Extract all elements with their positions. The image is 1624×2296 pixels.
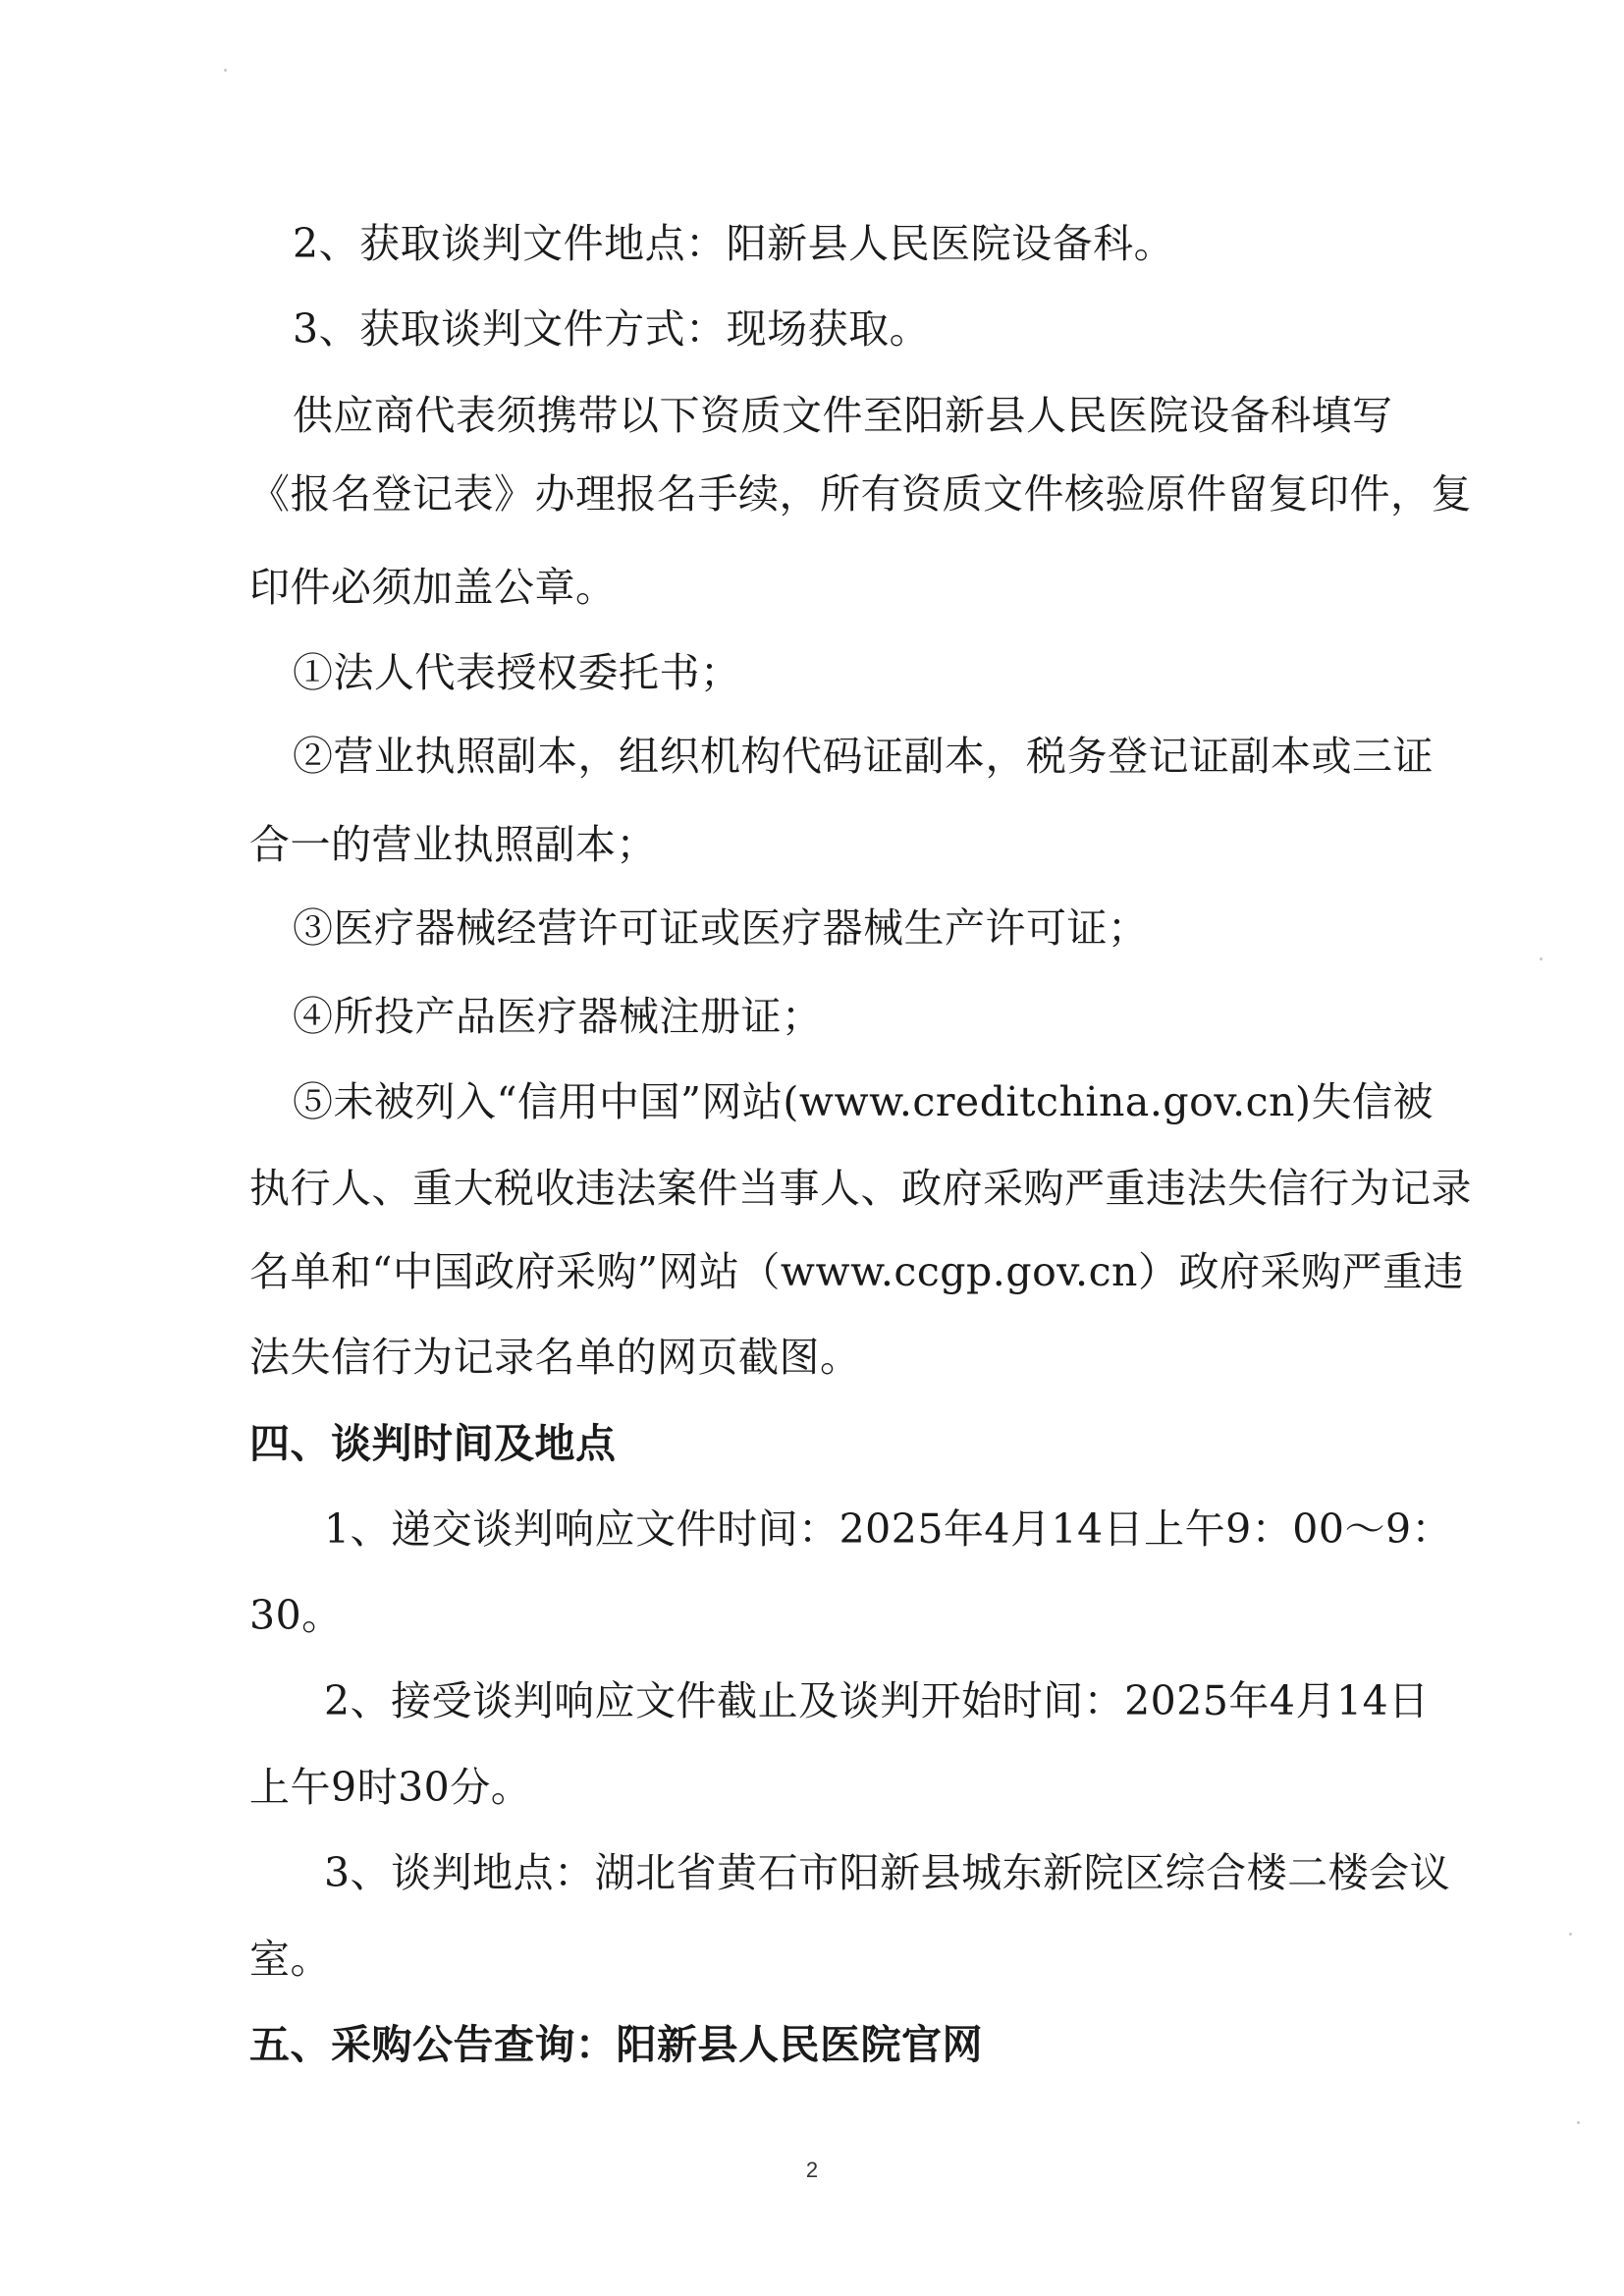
text-line-supplier-2: 《报名登记表》办理报名手续，所有资质文件核验原件留复印件，复 [249,470,1472,518]
scan-speck [1540,957,1543,960]
section-heading-negotiation-time: 四、谈判时间及地点 [249,1420,617,1467]
section-heading-announcement: 五、采购公告查询：阳新县人民医院官网 [249,2021,983,2068]
text-line-location: 2、获取谈判文件地点：阳新县人民医院设备科。 [293,220,1175,267]
scan-speck [1577,2121,1580,2124]
text-line-item-5a: ⑤未被列入“信用中国”网站(www.creditchina.gov.cn)失信被 [293,1078,1435,1125]
text-line-item-2a: ②营业执照副本，组织机构代码证副本，税务登记证副本或三证 [293,733,1434,780]
text-line-supplier-3: 印件必须加盖公章。 [249,564,617,611]
page-number: 2 [805,2158,819,2182]
text-line-supplier-1: 供应商代表须携带以下资质文件至阳新县人民医院设备科填写 [293,392,1393,439]
text-line-method: 3、获取谈判文件方式：现场获取。 [293,305,931,353]
text-line-item-5c: 名单和“中国政府采购”网站（www.ccgp.gov.cn）政府采购严重违 [249,1248,1464,1295]
scan-speck [1569,1933,1572,1936]
text-line-deadline-a: 2、接受谈判响应文件截止及谈判开始时间：2025年4月14日 [324,1677,1430,1724]
text-line-venue-b: 室。 [249,1936,331,1983]
scan-speck [224,69,227,72]
text-line-item-1: ①法人代表授权委托书； [293,649,741,696]
text-line-item-2b: 合一的营业执照副本； [249,821,657,868]
text-line-submit-time-a: 1、递交谈判响应文件时间：2025年4月14日上午9：00～9： [324,1505,1453,1553]
text-line-venue-a: 3、谈判地点：湖北省黄石市阳新县城东新院区综合楼二楼会议 [324,1849,1451,1896]
text-line-item-5b: 执行人、重大税收违法案件当事人、政府采购严重违法失信行为记录 [249,1165,1472,1212]
text-line-item-5d: 法失信行为记录名单的网页截图。 [249,1334,861,1381]
text-line-deadline-b: 上午9时30分。 [249,1764,532,1811]
text-line-submit-time-b: 30。 [249,1592,343,1639]
text-line-item-4: ④所投产品医疗器械注册证； [293,993,823,1040]
text-line-item-3: ③医疗器械经营许可证或医疗器械生产许可证； [293,904,1149,952]
